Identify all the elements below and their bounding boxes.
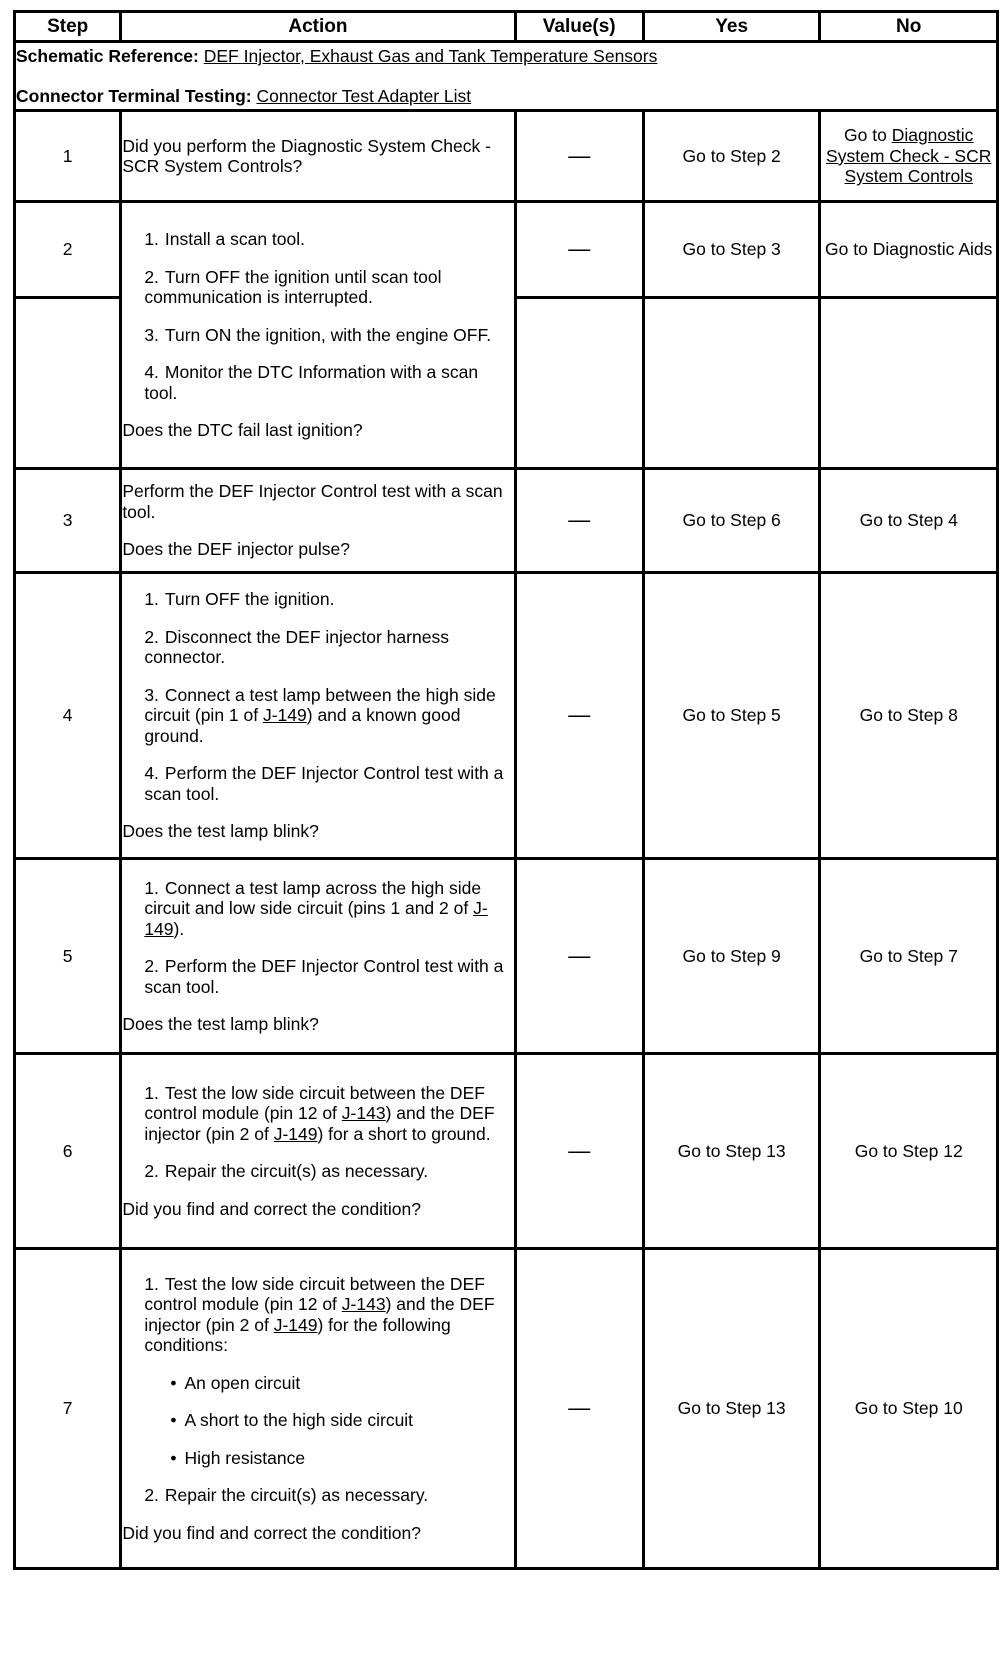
list-item: • An open circuit: [170, 1373, 513, 1394]
connector-testing-reference: [16, 86, 996, 107]
empty-no-cell: [820, 298, 998, 469]
action-cell: [121, 202, 515, 469]
step-instruction: Perform the DEF Injector Control test with a scan tool.: [122, 481, 503, 522]
action-steps: [144, 1274, 513, 1356]
j-149-link[interactable]: J-149: [273, 1314, 318, 1335]
no-cell: Go to Step 12: [820, 1054, 998, 1249]
yes-cell: Go to Step 13: [643, 1249, 820, 1569]
action-step: 4. Perform the DEF Injector Control test with a scan tool.: [144, 763, 504, 804]
action-step: 3. Connect a test lamp between the high side circuit (pin 1 of J-149) and a known good ground.: [144, 684, 496, 746]
action-steps: [144, 878, 513, 998]
no-cell: Go to Diagnostic Aids: [820, 202, 998, 298]
yes-cell: Go to Step 2: [643, 111, 820, 202]
action-step: 2. Perform the DEF Injector Control test with a scan tool.: [144, 956, 504, 997]
action-steps: [144, 229, 513, 403]
header-row: [15, 12, 998, 42]
value-cell: —: [515, 111, 643, 202]
diagnostic-system-check-link[interactable]: Diagnostic System Check - SCR System Controls: [826, 125, 992, 187]
table-row-step-3: [15, 469, 998, 573]
action-step: 3. Turn ON the ignition, with the engine OFF.: [144, 324, 492, 345]
action-step: 2. Turn OFF the ignition until scan tool communication is interrupted.: [144, 266, 442, 308]
action-steps: [144, 1083, 513, 1182]
reference-cell: [15, 42, 998, 111]
step-number: 3: [15, 469, 121, 573]
action-cell: [121, 1054, 515, 1249]
no-cell: Go to Step 8: [820, 573, 998, 859]
action-step: 1. Test the low side circuit between the DEF control module (pin 12 of J-143) and the DEF injector (pin 2 of J-149) for the following conditions:: [144, 1273, 495, 1356]
schematic-reference: [16, 46, 996, 67]
value-cell: —: [515, 1054, 643, 1249]
action-steps: [144, 1485, 513, 1506]
j-143-link[interactable]: J-143: [341, 1103, 386, 1124]
action-cell: [121, 1249, 515, 1569]
header-values: Value(s): [515, 12, 643, 42]
value-cell: —: [515, 859, 643, 1054]
step-question: Did you find and correct the condition?: [122, 1522, 421, 1543]
action-cell: [121, 859, 515, 1054]
table-row-step-6: [15, 1054, 998, 1249]
step-number: 1: [15, 111, 121, 202]
yes-cell: Go to Step 5: [643, 573, 820, 859]
step-question: Does the test lamp blink?: [122, 1014, 319, 1034]
condition-list: [170, 1373, 513, 1469]
action-cell: [121, 111, 515, 202]
reference-row: [15, 42, 998, 111]
header-yes: Yes: [643, 12, 820, 42]
action-cell: [121, 469, 515, 573]
step-question: Does the test lamp blink?: [122, 821, 319, 842]
yes-cell: Go to Step 9: [643, 859, 820, 1054]
action-step: 1. Turn OFF the ignition.: [144, 589, 335, 610]
step-number: 4: [15, 573, 121, 859]
action-cell: [121, 573, 515, 859]
table-row-step-7: [15, 1249, 998, 1569]
schematic-reference-link[interactable]: DEF Injector, Exhaust Gas and Tank Temperature Sensors: [203, 46, 658, 66]
diagnostic-table-container: [13, 10, 999, 1570]
table-row-step-5: [15, 859, 998, 1054]
action-step: 2. Repair the circuit(s) as necessary.: [144, 1485, 429, 1506]
action-step: 1. Install a scan tool.: [144, 229, 305, 250]
list-item: • High resistance: [170, 1448, 513, 1469]
empty-yes-cell: [643, 298, 820, 469]
action-step: 2. Repair the circuit(s) as necessary.: [144, 1161, 429, 1182]
value-cell: —: [515, 1249, 643, 1569]
table-row-step-2: [15, 202, 998, 298]
j-149-link[interactable]: J-149: [262, 705, 307, 726]
empty-step-cell: [15, 298, 121, 469]
step-number: 6: [15, 1054, 121, 1249]
j-143-link[interactable]: J-143: [341, 1294, 386, 1315]
yes-cell: Go to Step 3: [643, 202, 820, 298]
j-149-link[interactable]: J-149: [273, 1123, 318, 1144]
schematic-reference-label: Schematic Reference:: [16, 46, 199, 66]
step-number: 5: [15, 859, 121, 1054]
action-step: 4. Monitor the DTC Information with a scan tool.: [144, 362, 479, 403]
no-cell: [820, 111, 998, 202]
no-cell: Go to Step 7: [820, 859, 998, 1054]
value-cell: —: [515, 573, 643, 859]
action-steps: [144, 589, 513, 804]
empty-value-cell: [515, 298, 643, 469]
step-number: 7: [15, 1249, 121, 1569]
list-item: • A short to the high side circuit: [170, 1410, 513, 1431]
step-question: Does the DEF injector pulse?: [122, 539, 350, 560]
no-cell: Go to Step 10: [820, 1249, 998, 1569]
no-prefix: Go to: [844, 125, 892, 146]
action-step: 1. Connect a test lamp across the high side circuit and low side circuit (pins 1 and 2 of J-149).: [144, 877, 488, 939]
j-149-link[interactable]: J-149: [144, 898, 488, 939]
action-step: 1. Test the low side circuit between the DEF control module (pin 12 of J-143) and the DEF injector (pin 2 of J-149) for a short to ground.: [144, 1082, 495, 1144]
header-no: No: [820, 12, 998, 42]
value-cell: —: [515, 469, 643, 573]
table-row-step-4: [15, 573, 998, 859]
action-step: 2. Disconnect the DEF injector harness connector.: [144, 626, 449, 668]
yes-cell: Go to Step 6: [643, 469, 820, 573]
connector-testing-label: Connector Terminal Testing:: [16, 85, 252, 106]
step-question: Did you find and correct the condition?: [122, 1198, 421, 1219]
yes-cell: Go to Step 13: [643, 1054, 820, 1249]
table-row-step-1: [15, 111, 998, 202]
connector-testing-link[interactable]: Connector Test Adapter List: [256, 85, 472, 106]
step-question: Did you perform the Diagnostic System Check - SCR System Controls?: [122, 135, 491, 176]
value-cell: —: [515, 202, 643, 298]
diagnostic-table: [13, 10, 999, 1570]
step-question: Does the DTC fail last ignition?: [122, 420, 363, 441]
step-number: 2: [15, 202, 121, 298]
header-action: Action: [121, 12, 515, 42]
header-step: Step: [15, 12, 121, 42]
no-cell: Go to Step 4: [820, 469, 998, 573]
